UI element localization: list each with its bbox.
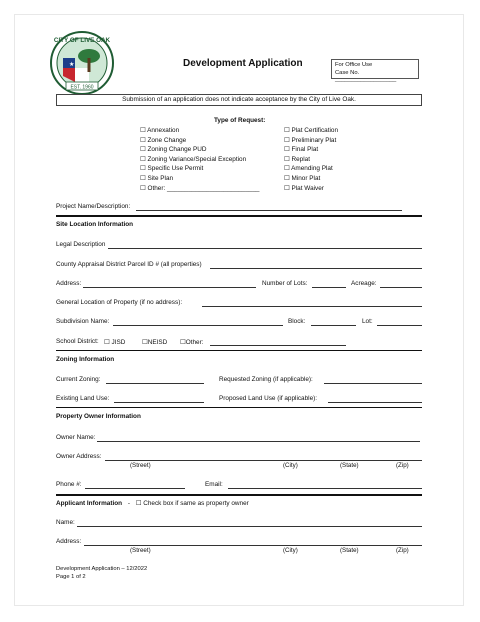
request-heading: Type of Request: [214,117,266,124]
office-use-label: For Office Use [335,62,373,68]
project-name-label: Project Name/Description: [56,203,131,210]
applicant-heading: Applicant Information [56,500,123,507]
number-of-lots-field[interactable] [312,280,346,288]
checkbox-same-as-owner[interactable]: ☐ Check box if same as property owner [135,500,249,507]
applicant-heading-row [56,499,249,507]
owner-name-label: Owner Name: [56,434,96,441]
project-name-field[interactable] [136,203,402,211]
proposed-land-use-label: Proposed Land Use (if applicable): [219,395,318,402]
checkbox-zoning-change-pud[interactable]: ☐ Zoning Change PUD [140,146,207,154]
divider-thick [56,494,422,496]
footer [56,565,147,581]
requested-zoning-label: Requested Zoning (if applicable): [219,376,313,383]
checkbox-final-plat[interactable]: ☐ Final Plat [284,146,319,154]
proposed-land-use-field[interactable] [328,395,422,403]
checkbox-plat-waiver[interactable]: ☐ Plat Waiver [284,184,324,192]
applicant-address-label: Address: [56,538,82,545]
legal-description-field[interactable] [108,241,422,249]
number-of-lots-label: Number of Lots: [262,280,308,287]
checkbox-zoning-variance[interactable]: ☐ Zoning Variance/Special Exception [140,155,247,163]
site-location-heading: Site Location Information [56,221,134,228]
applicant-zip-caption: (Zip) [396,547,409,554]
owner-heading: Property Owner Information [56,413,141,420]
request-left-list [140,126,259,193]
acreage-field[interactable] [380,280,422,288]
owner-street-caption: (Street) [130,462,151,469]
subdivision-name-field[interactable] [113,318,283,326]
phone-label: Phone #: [56,481,82,488]
svg-text:CITY OF LIVE OAK: CITY OF LIVE OAK [53,37,111,44]
checkbox-school-other[interactable]: ☐Other: [180,339,204,346]
block-field[interactable] [311,318,356,326]
applicant-name-field[interactable] [77,519,422,527]
applicant-state-caption: (State) [340,547,359,554]
checkbox-specific-use-permit[interactable]: ☐ Specific Use Permit [140,165,204,173]
email-field[interactable] [228,481,422,489]
city-seal-logo [49,30,115,96]
checkbox-zone-change[interactable]: ☐ Zone Change [140,136,187,144]
general-location-label: General Location of Property (if no address): [56,299,183,306]
address-field[interactable] [83,280,256,288]
parcel-id-label: County Appraisal District Parcel ID # (all properties) [56,261,202,268]
email-label: Email: [205,481,223,488]
divider-thin [56,407,422,408]
existing-land-use-label: Existing Land Use: [56,395,110,402]
footer-document-version: Development Application – 12/2022 [56,566,148,572]
school-other-field[interactable] [210,338,346,346]
current-zoning-field[interactable] [106,376,204,384]
footer-page-number: Page 1 of 2 [56,574,86,580]
owner-zip-caption: (Zip) [396,462,409,469]
case-no-field[interactable]: Case No. ___________________ [335,69,397,83]
applicant-address-field[interactable] [84,538,422,546]
checkbox-annexation[interactable]: ☐ Annexation [140,127,180,134]
acreage-label: Acreage: [351,280,377,287]
checkbox-jisd[interactable]: ☐ JISD [104,339,126,346]
checkbox-preliminary-plat[interactable]: ☐ Preliminary Plat [284,136,337,144]
block-label: Block: [288,318,306,325]
checkbox-neisd[interactable]: ☐NEISD [142,339,168,346]
address-label: Address: [56,280,82,287]
applicant-dash: - [127,500,130,507]
svg-text:★: ★ [69,61,75,68]
parcel-id-field[interactable] [210,261,422,269]
page-title: Development Application [183,58,303,69]
checkbox-site-plan[interactable]: ☐ Site Plan [140,174,174,182]
divider-thick [56,215,422,217]
applicant-name-label: Name: [56,519,75,526]
applicant-street-caption: (Street) [130,547,151,554]
request-right-list [284,126,338,193]
owner-address-field[interactable] [105,453,422,461]
notice-banner: Submission of an application does not indicate acceptance by the City of Live Oak. [56,94,422,106]
zoning-heading: Zoning Information [56,356,115,363]
general-location-field[interactable] [202,299,422,307]
current-zoning-label: Current Zoning: [56,376,101,383]
checkbox-replat[interactable]: ☐ Replat [284,155,310,163]
svg-text:EST. 1960: EST. 1960 [70,84,94,91]
subdivision-name-label: Subdivision Name: [56,318,110,325]
lot-field[interactable] [377,318,422,326]
phone-field[interactable] [85,481,185,489]
checkbox-minor-plat[interactable]: ☐ Minor Plat [284,174,321,182]
owner-name-field[interactable] [97,434,420,442]
checkbox-plat-certification[interactable]: ☐ Plat Certification [284,127,339,134]
requested-zoning-field[interactable] [324,376,422,384]
divider-thin [56,350,422,351]
owner-state-caption: (State) [340,462,359,469]
checkbox-amending-plat[interactable]: ☐ Amending Plat [284,165,333,173]
owner-city-caption: (City) [283,462,298,469]
school-district-label: School District: [56,338,99,345]
office-use-box [331,59,419,83]
legal-description-label: Legal Description [56,241,106,248]
lot-label: Lot: [362,318,373,325]
checkbox-other[interactable]: ☐ Other: __________________________ [140,184,260,192]
applicant-city-caption: (City) [283,547,298,554]
existing-land-use-field[interactable] [114,395,204,403]
owner-address-label: Owner Address: [56,453,102,460]
